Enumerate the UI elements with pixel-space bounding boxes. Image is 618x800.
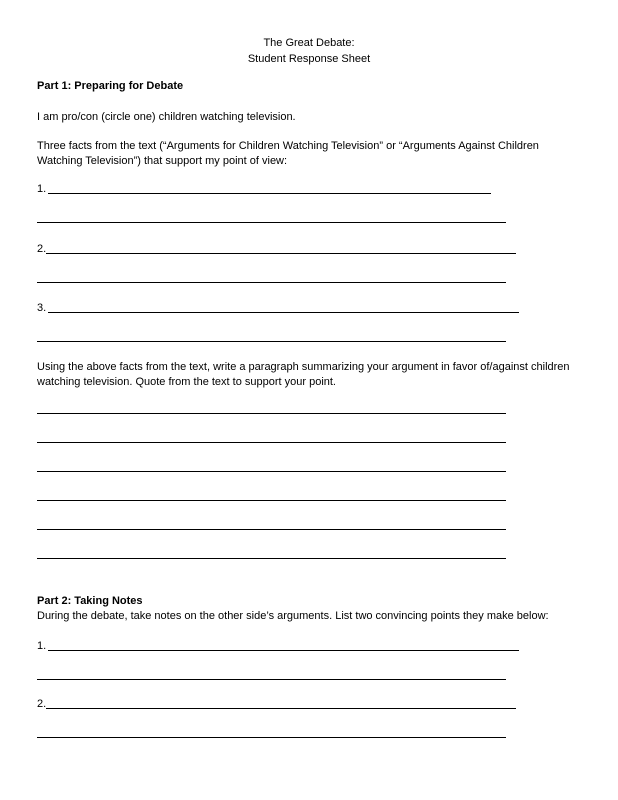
fact-3-number: 3. — [37, 302, 47, 314]
note-2-answer-line-2[interactable] — [37, 737, 506, 738]
stance-statement: I am pro/con (circle one) children watching television. — [37, 111, 296, 123]
paragraph-answer-line-4[interactable] — [37, 500, 506, 501]
page-title: The Great Debate: — [263, 37, 355, 49]
paragraph-answer-line-1[interactable] — [37, 413, 506, 414]
note-2-answer-line[interactable] — [46, 708, 516, 709]
note-1-number: 1. — [37, 640, 47, 652]
paragraph-answer-line-5[interactable] — [37, 529, 506, 530]
facts-prompt-line-1: Three facts from the text (“Arguments for Children Watching Television” or “Arguments Against Children — [37, 140, 539, 152]
note-1-answer-line[interactable] — [48, 650, 519, 651]
fact-2-number: 2. — [37, 243, 47, 255]
page-subtitle: Student Response Sheet — [247, 53, 371, 65]
fact-3-answer-line[interactable] — [48, 312, 519, 313]
paragraph-answer-line-6[interactable] — [37, 558, 506, 559]
fact-1-number: 1. — [37, 183, 47, 195]
note-2-number: 2. — [37, 698, 47, 710]
paragraph-prompt-line-1: Using the above facts from the text, write a paragraph summarizing your argument in favor of/against children — [37, 361, 570, 373]
fact-2-answer-line[interactable] — [46, 253, 516, 254]
paragraph-answer-line-2[interactable] — [37, 442, 506, 443]
fact-1-answer-line[interactable] — [48, 193, 491, 194]
facts-prompt-line-2: Watching Television”) that support my point of view: — [37, 155, 288, 167]
note-1-answer-line-2[interactable] — [37, 679, 506, 680]
fact-2-answer-line-2[interactable] — [37, 282, 506, 283]
paragraph-answer-line-3[interactable] — [37, 471, 506, 472]
fact-3-answer-line-2[interactable] — [37, 341, 506, 342]
part2-instructions: During the debate, take notes on the other side’s arguments. List two convincing points they make below: — [37, 610, 549, 622]
part1-heading: Part 1: Preparing for Debate — [37, 80, 184, 92]
fact-1-answer-line-2[interactable] — [37, 222, 506, 223]
part2-heading: Part 2: Taking Notes — [37, 595, 143, 607]
paragraph-prompt-line-2: watching television. Quote from the text to support your point. — [37, 376, 336, 388]
